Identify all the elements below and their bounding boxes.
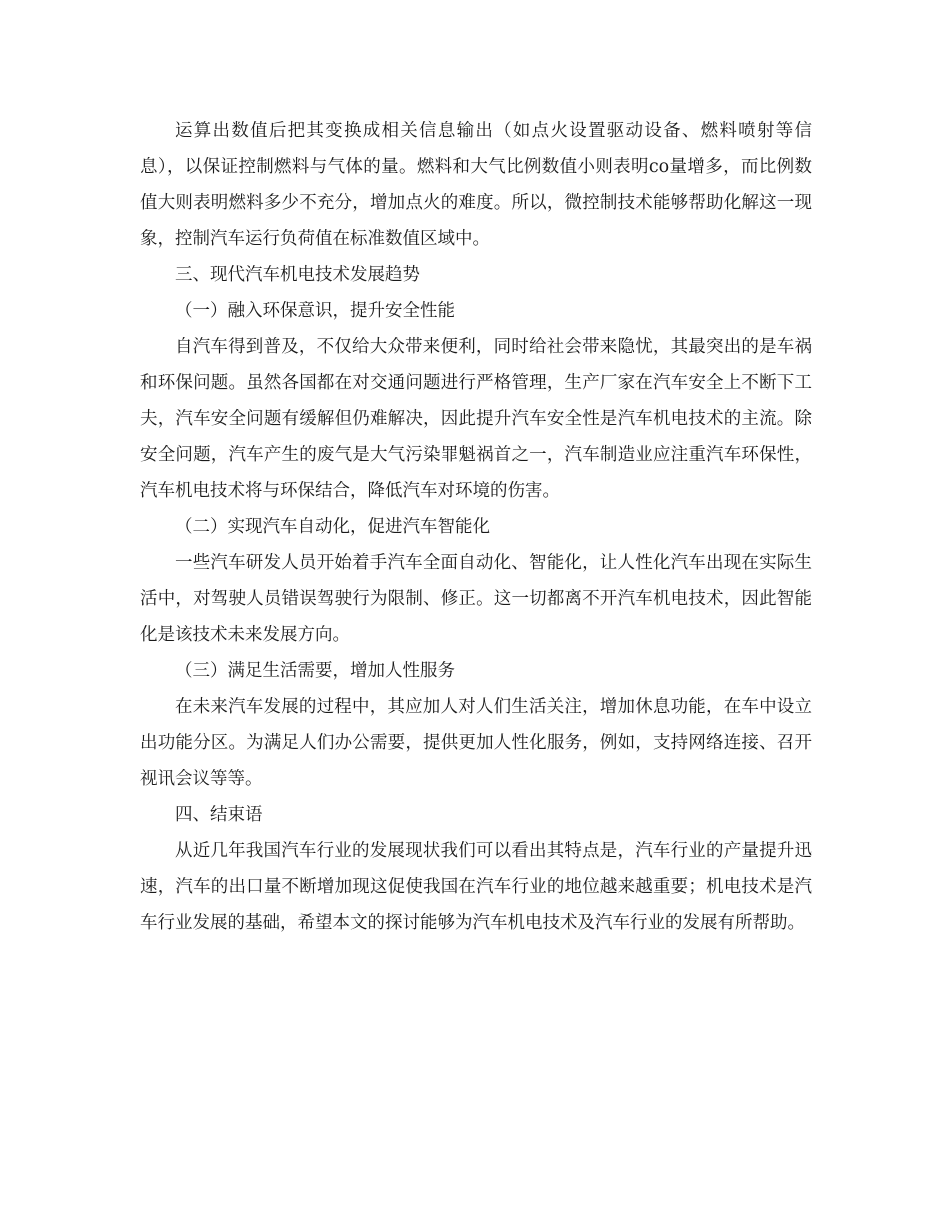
- paragraph-combustion-control: 运算出数值后把其变换成相关信息输出（如点火设置驱动设备、燃料喷射等信息），以保证控制燃料与气体的量。燃料和大气比例数值小则表明co量增多，而比例数值大则表明燃料多少不充分，增加点火的难度。所以，微控制技术能够帮助化解这一现象，控制汽车运行负荷值在标准数值区域中。: [140, 121, 812, 249]
- section-heading-trends: 三、现代汽车机电技术发展趋势: [175, 265, 420, 285]
- paragraph-automation: 一些汽车研发人员开始着手汽车全面自动化、智能化，让人性化汽车出现在实际生活中，对驾驶人员错误驾驶行为限制、修正。这一切都离不开汽车机电技术，因此智能化是该技术未来发展方向。: [140, 553, 812, 645]
- subsection-heading-safety: （一）融入环保意识，提升安全性能: [175, 301, 455, 321]
- paragraph-services: 在未来汽车发展的过程中，其应加人对人们生活关注，增加休息功能，在车中设立出功能分区。为满足人们办公需要，提供更加人性化服务，例如，支持网络连接、召开视讯会议等等。: [140, 697, 812, 789]
- subsection-heading-automation: （二）实现汽车自动化，促进汽车智能化: [175, 517, 490, 537]
- subsection-heading-services: （三）满足生活需要，增加人性服务: [175, 661, 455, 681]
- section-heading-conclusion: 四、结束语: [175, 805, 263, 825]
- document-body: [140, 113, 812, 941]
- paragraph-safety-environment: 自汽车得到普及，不仅给大众带来便利，同时给社会带来隐忧，其最突出的是车祸和环保问题。虽然各国都在对交通问题进行严格管理，生产厂家在汽车安全上不断下工夫，汽车安全问题有缓解但仍难解决，因此提升汽车安全性是汽车机电技术的主流。除安全问题，汽车产生的废气是大气污染罪魁祸首之一，汽车制造业应注重汽车环保性，汽车机电技术将与环保结合，降低汽车对环境的伤害。: [140, 337, 812, 501]
- paragraph-conclusion: 从近几年我国汽车行业的发展现状我们可以看出其特点是，汽车行业的产量提升迅速，汽车的出口量不断增加现这促使我国在汽车行业的地位越来越重要；机电技术是汽车行业发展的基础，希望本文的探讨能够为汽车机电技术及汽车行业的发展有所帮助。: [140, 841, 812, 933]
